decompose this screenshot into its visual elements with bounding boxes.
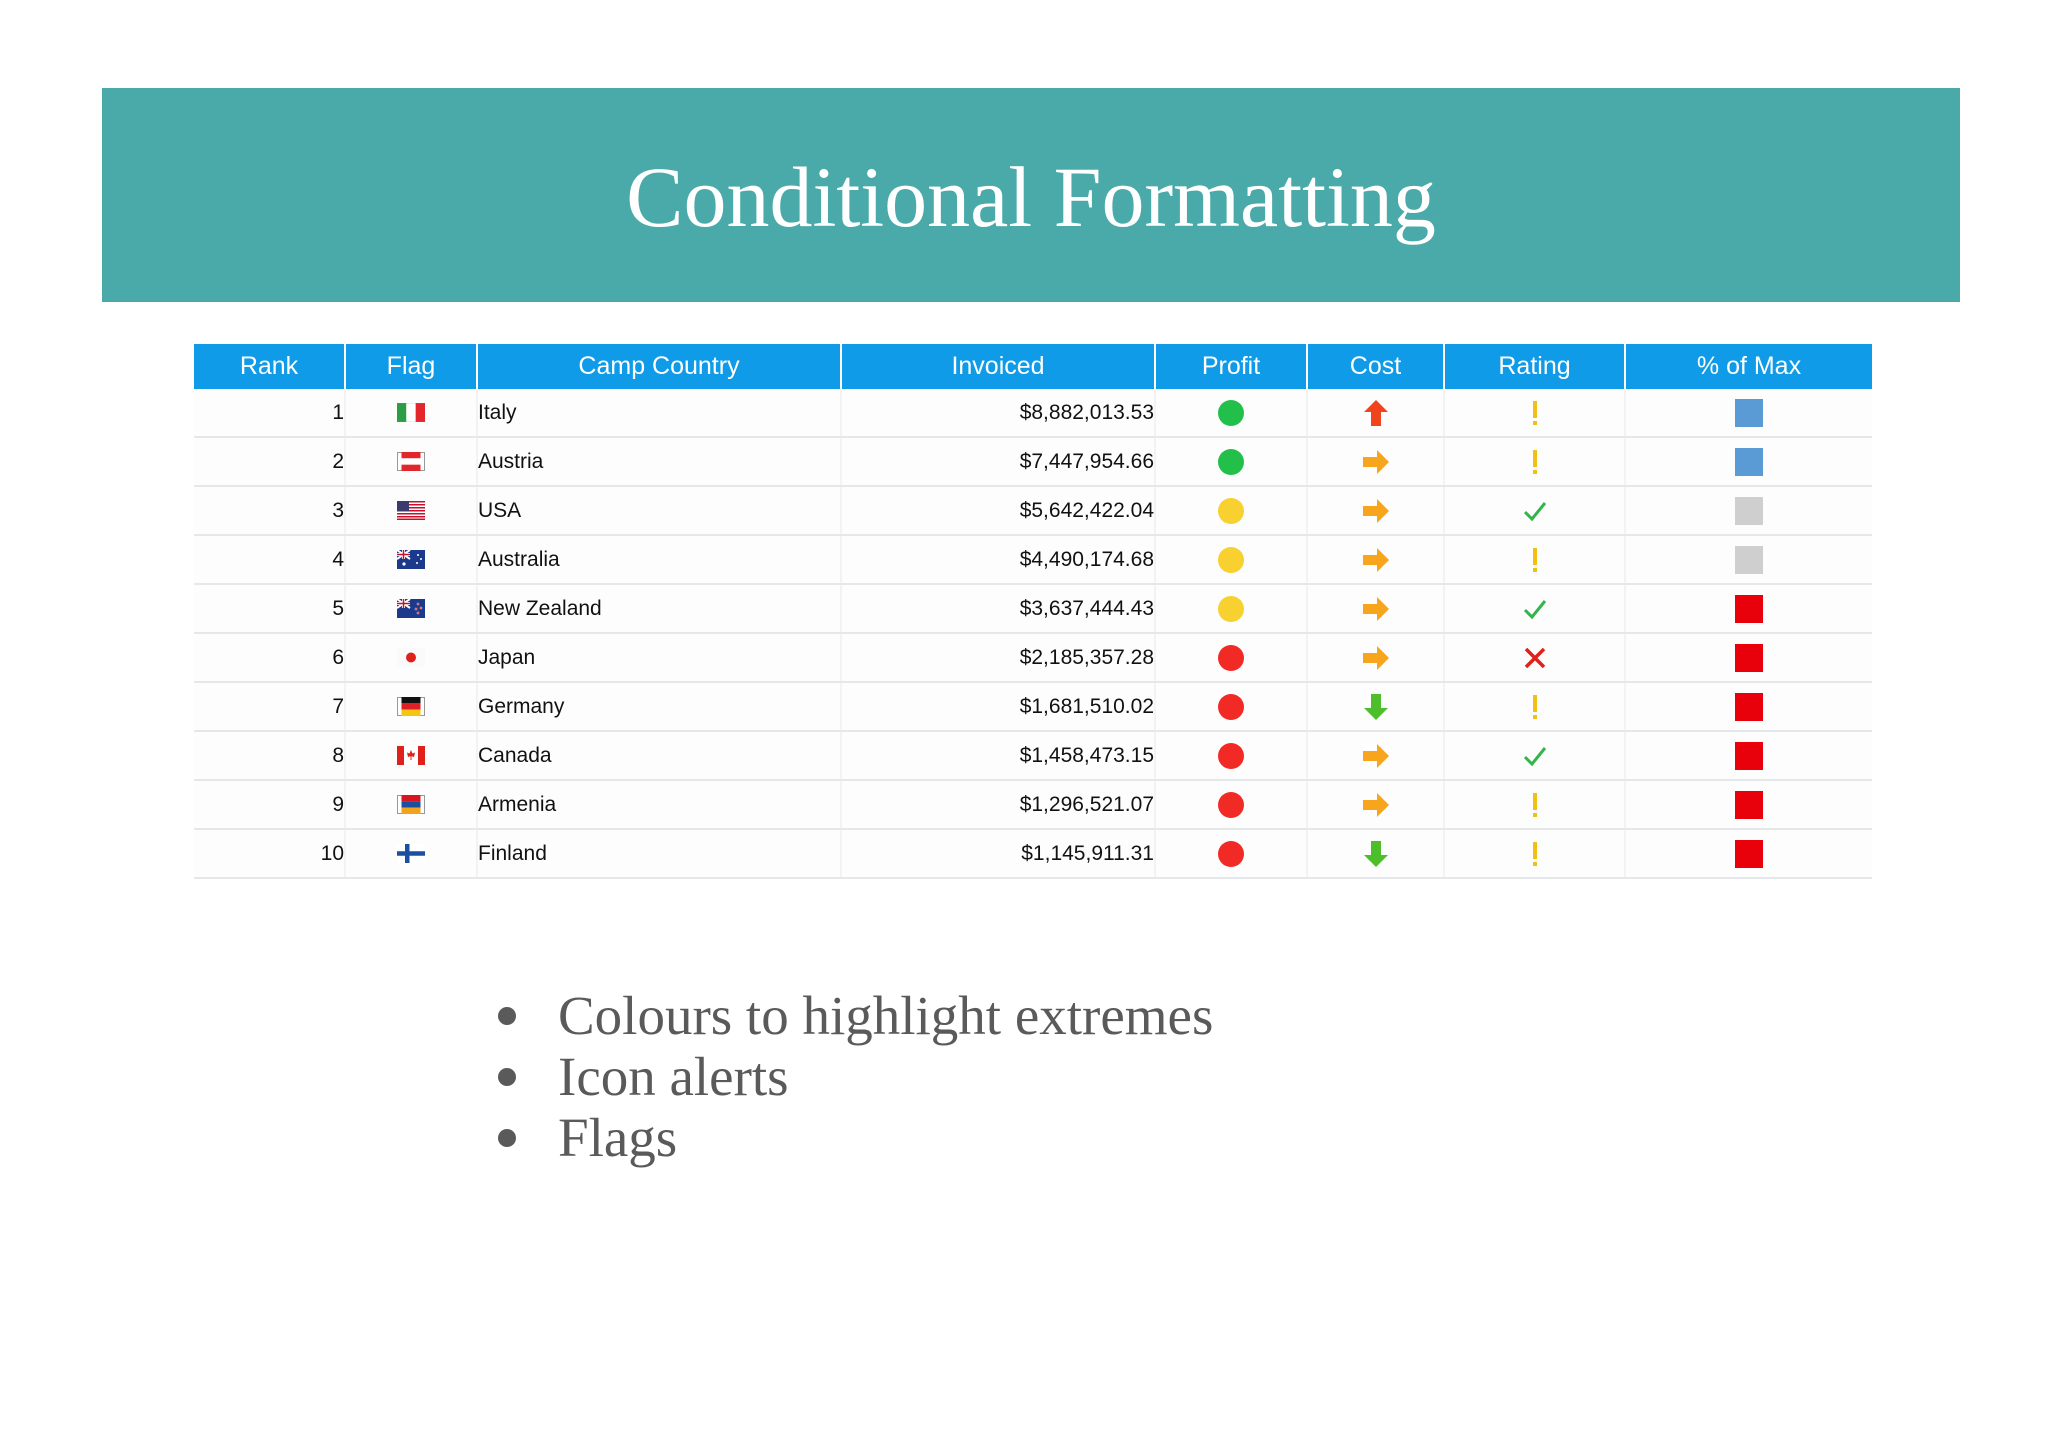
rating-cell (1444, 437, 1625, 486)
table-row[interactable] (194, 584, 1872, 633)
header-cost[interactable]: Cost (1307, 344, 1444, 389)
arrow-right-icon (1362, 791, 1390, 819)
profit-yellow-dot-icon (1218, 498, 1244, 524)
percent-of-max-red-square-icon (1735, 791, 1763, 819)
country-cell: Armenia (477, 780, 841, 829)
flag-cell (345, 682, 477, 731)
japan-flag-icon (397, 648, 425, 667)
italy-flag-icon (397, 403, 425, 422)
table-row[interactable] (194, 437, 1872, 486)
table-row[interactable] (194, 486, 1872, 535)
new-zealand-flag-icon (397, 599, 425, 618)
profit-red-dot-icon (1218, 841, 1244, 867)
percent-of-max-cell (1625, 437, 1872, 486)
header-percent-of-max[interactable]: % of Max (1625, 344, 1872, 389)
bullet-dot-icon (498, 1068, 516, 1086)
rank-cell: 6 (194, 633, 345, 682)
bullet-item (490, 1046, 1213, 1107)
profit-cell (1155, 584, 1307, 633)
rank-cell: 9 (194, 780, 345, 829)
profit-cell (1155, 633, 1307, 682)
rating-cell (1444, 486, 1625, 535)
cost-cell (1307, 389, 1444, 437)
flag-cell (345, 829, 477, 878)
percent-of-max-cell (1625, 633, 1872, 682)
cost-cell (1307, 437, 1444, 486)
bullet-text: Icon alerts (558, 1046, 789, 1107)
profit-green-dot-icon (1218, 449, 1244, 475)
arrow-right-icon (1362, 644, 1390, 672)
percent-of-max-cell (1625, 535, 1872, 584)
percent-of-max-red-square-icon (1735, 840, 1763, 868)
checkmark-icon (1522, 596, 1548, 622)
arrow-up-icon (1362, 399, 1390, 427)
invoiced-cell: $4,490,174.68 (841, 535, 1155, 584)
rating-cell (1444, 682, 1625, 731)
header-rating[interactable]: Rating (1444, 344, 1625, 389)
percent-of-max-cell (1625, 731, 1872, 780)
profit-cell (1155, 535, 1307, 584)
rank-cell: 2 (194, 437, 345, 486)
bullet-dot-icon (498, 1007, 516, 1025)
profit-green-dot-icon (1218, 400, 1244, 426)
cost-cell (1307, 486, 1444, 535)
profit-cell (1155, 829, 1307, 878)
percent-of-max-cell (1625, 780, 1872, 829)
checkmark-icon (1522, 498, 1548, 524)
rank-cell: 1 (194, 389, 345, 437)
table-row[interactable] (194, 633, 1872, 682)
table-row[interactable] (194, 535, 1872, 584)
profit-yellow-dot-icon (1218, 547, 1244, 573)
country-cell: Finland (477, 829, 841, 878)
finland-flag-icon (397, 844, 425, 863)
percent-of-max-cell (1625, 389, 1872, 437)
percent-of-max-cell (1625, 682, 1872, 731)
profit-cell (1155, 731, 1307, 780)
exclamation-icon (1530, 840, 1540, 868)
percent-of-max-red-square-icon (1735, 595, 1763, 623)
flag-cell (345, 780, 477, 829)
country-cell: Germany (477, 682, 841, 731)
percent-of-max-red-square-icon (1735, 644, 1763, 672)
percent-of-max-red-square-icon (1735, 742, 1763, 770)
profit-red-dot-icon (1218, 645, 1244, 671)
exclamation-icon (1530, 693, 1540, 721)
flag-cell (345, 389, 477, 437)
rank-cell: 7 (194, 682, 345, 731)
arrow-down-icon (1362, 840, 1390, 868)
header-invoiced[interactable]: Invoiced (841, 344, 1155, 389)
invoiced-cell: $3,637,444.43 (841, 584, 1155, 633)
cost-cell (1307, 829, 1444, 878)
arrow-right-icon (1362, 448, 1390, 476)
exclamation-icon (1530, 399, 1540, 427)
invoiced-cell: $1,296,521.07 (841, 780, 1155, 829)
country-cell: USA (477, 486, 841, 535)
invoiced-cell: $5,642,422.04 (841, 486, 1155, 535)
cost-cell (1307, 780, 1444, 829)
cost-cell (1307, 535, 1444, 584)
table-row[interactable] (194, 829, 1872, 878)
checkmark-icon (1522, 743, 1548, 769)
germany-flag-icon (397, 697, 425, 716)
invoiced-cell: $1,681,510.02 (841, 682, 1155, 731)
invoiced-cell: $8,882,013.53 (841, 389, 1155, 437)
profit-cell (1155, 486, 1307, 535)
percent-of-max-red-square-icon (1735, 693, 1763, 721)
profit-cell (1155, 437, 1307, 486)
rating-cell (1444, 633, 1625, 682)
rating-cell (1444, 829, 1625, 878)
armenia-flag-icon (397, 795, 425, 814)
arrow-right-icon (1362, 595, 1390, 623)
profit-red-dot-icon (1218, 792, 1244, 818)
header-profit[interactable]: Profit (1155, 344, 1307, 389)
austria-flag-icon (397, 452, 425, 471)
percent-of-max-blue-square-icon (1735, 399, 1763, 427)
country-cell: Japan (477, 633, 841, 682)
bullet-item (490, 1107, 1213, 1168)
rating-cell (1444, 731, 1625, 780)
country-cell: Austria (477, 437, 841, 486)
arrow-down-icon (1362, 693, 1390, 721)
bullet-list (490, 985, 1213, 1168)
exclamation-icon (1530, 546, 1540, 574)
flag-cell (345, 731, 477, 780)
table-row[interactable] (194, 731, 1872, 780)
country-cell: Italy (477, 389, 841, 437)
table-header-row (194, 344, 1872, 389)
rank-cell: 3 (194, 486, 345, 535)
percent-of-max-grey-square-icon (1735, 497, 1763, 525)
exclamation-icon (1530, 448, 1540, 476)
cost-cell (1307, 731, 1444, 780)
rating-cell (1444, 389, 1625, 437)
profit-red-dot-icon (1218, 694, 1244, 720)
percent-of-max-blue-square-icon (1735, 448, 1763, 476)
exclamation-icon (1530, 791, 1540, 819)
country-cell: Australia (477, 535, 841, 584)
profit-red-dot-icon (1218, 743, 1244, 769)
table-bottom-rule (194, 874, 1872, 879)
slide-title: Conditional Formatting (626, 149, 1436, 245)
flag-cell (345, 633, 477, 682)
flag-cell (345, 535, 477, 584)
invoiced-cell: $7,447,954.66 (841, 437, 1155, 486)
profit-cell (1155, 682, 1307, 731)
rank-cell: 5 (194, 584, 345, 633)
percent-of-max-cell (1625, 829, 1872, 878)
invoiced-cell: $1,145,911.31 (841, 829, 1155, 878)
rating-cell (1444, 780, 1625, 829)
australia-flag-icon (397, 550, 425, 569)
title-banner (102, 88, 1960, 302)
invoiced-cell: $1,458,473.15 (841, 731, 1155, 780)
cost-cell (1307, 633, 1444, 682)
rank-cell: 4 (194, 535, 345, 584)
bullet-text: Flags (558, 1107, 678, 1168)
country-cell: New Zealand (477, 584, 841, 633)
table-row[interactable] (194, 682, 1872, 731)
data-table (194, 344, 1872, 879)
percent-of-max-grey-square-icon (1735, 546, 1763, 574)
bullet-dot-icon (498, 1129, 516, 1147)
usa-flag-icon (397, 501, 425, 520)
profit-yellow-dot-icon (1218, 596, 1244, 622)
header-flag[interactable]: Flag (345, 344, 477, 389)
flag-cell (345, 437, 477, 486)
profit-cell (1155, 780, 1307, 829)
arrow-right-icon (1362, 546, 1390, 574)
flag-cell (345, 584, 477, 633)
table-row[interactable] (194, 780, 1872, 829)
percent-of-max-cell (1625, 584, 1872, 633)
invoiced-cell: $2,185,357.28 (841, 633, 1155, 682)
rank-cell: 8 (194, 731, 345, 780)
arrow-right-icon (1362, 497, 1390, 525)
bullet-item (490, 985, 1213, 1046)
header-rank[interactable]: Rank (194, 344, 345, 389)
rank-cell: 10 (194, 829, 345, 878)
header-camp-country[interactable]: Camp Country (477, 344, 841, 389)
cost-cell (1307, 682, 1444, 731)
country-cell: Canada (477, 731, 841, 780)
rating-cell (1444, 535, 1625, 584)
cross-icon (1523, 646, 1547, 670)
bullet-text: Colours to highlight extremes (558, 985, 1214, 1046)
cost-cell (1307, 584, 1444, 633)
profit-cell (1155, 389, 1307, 437)
percent-of-max-cell (1625, 486, 1872, 535)
canada-flag-icon (397, 746, 425, 765)
table-row[interactable] (194, 389, 1872, 437)
arrow-right-icon (1362, 742, 1390, 770)
rating-cell (1444, 584, 1625, 633)
flag-cell (345, 486, 477, 535)
